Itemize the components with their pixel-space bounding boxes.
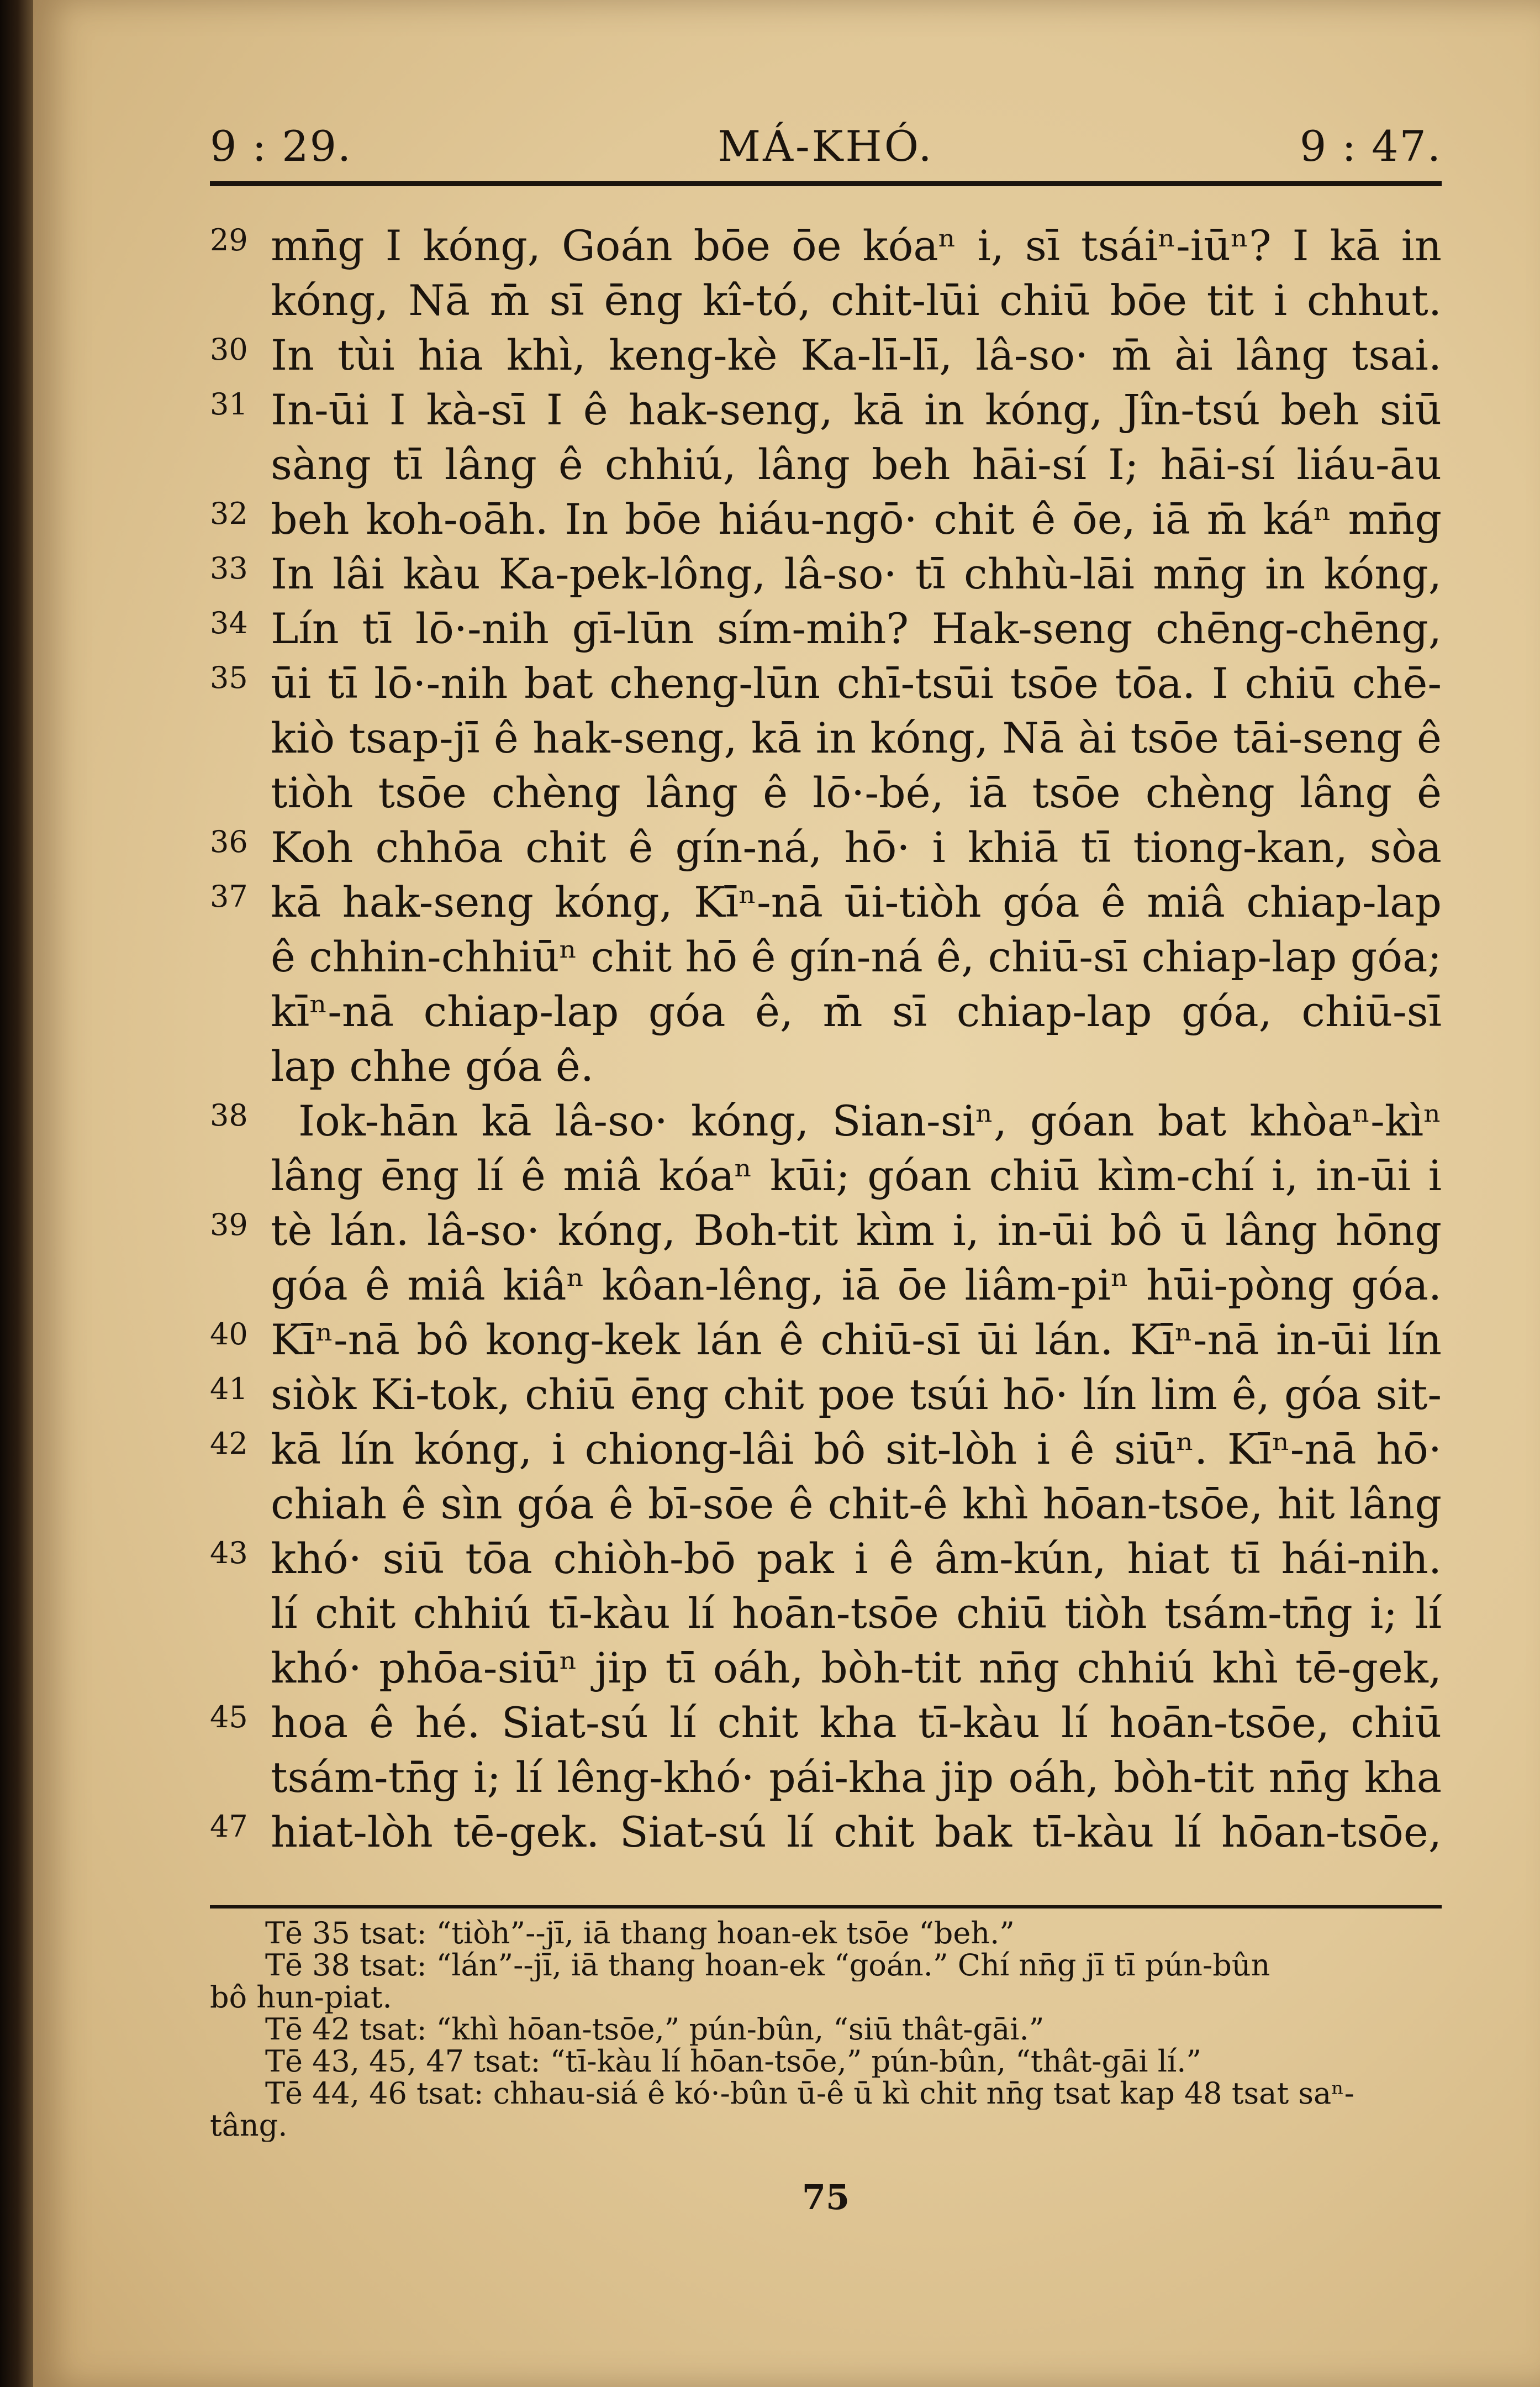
line-text: hoa ê hé. Siat-sú lí chit kha tī-kàu lí hoān-tsōe, chiū	[271, 1698, 1442, 1747]
text-line	[210, 711, 1442, 765]
text-line	[210, 1093, 1442, 1148]
text-line	[210, 1039, 1442, 1093]
verse-number: 32	[210, 496, 248, 531]
text-line	[210, 601, 1442, 656]
verse-number: 33	[210, 551, 248, 586]
text-line	[210, 656, 1442, 711]
verse-number: 47	[210, 1809, 248, 1844]
footnote: tâng.	[210, 2110, 288, 2142]
verse-number: 29	[210, 223, 248, 257]
text-line	[210, 1476, 1442, 1531]
line-text: tè lán. lâ-so· kóng, Boh-tit kìm i, in-ūi bô ū lâng hōng	[271, 1206, 1442, 1255]
line-text: sàng tī lâng ê chhiú, lâng beh hāi-sí I; hāi-sí liáu-āu	[271, 440, 1442, 489]
text-line	[210, 437, 1442, 492]
line-text: siòk Ki-tok, chiū ēng chit poe tsúi hō· lín lim ê, góa sit-	[271, 1370, 1442, 1419]
line-text: mn̄g I kóng, Goán bōe ōe kóaⁿ i, sī tsáiⁿ-iūⁿ? I kā in	[271, 221, 1442, 270]
text-line	[210, 820, 1442, 875]
line-text: beh koh-oāh. In bōe hiáu-ngō· chit ê ōe, iā m̄ káⁿ mn̄g	[271, 495, 1442, 544]
verse-number: 42	[210, 1426, 248, 1461]
line-text: lâng ēng lí ê miâ kóaⁿ kūi; góan chiū kìm-chí i, in-ūi i	[271, 1151, 1442, 1200]
verse-number: 43	[210, 1536, 248, 1570]
verse-number: 45	[210, 1700, 248, 1734]
text-line	[210, 875, 1442, 929]
footnote: Tē 44, 46 tsat: chhau-siá ê kó·-bûn ū-ê ū kì chit nn̄g tsat kap 48 tsat saⁿ-	[265, 2078, 1354, 2110]
line-text: Lín tī lō·-nih gī-lūn sím-mih? Hak-seng chēng-chēng,	[271, 604, 1442, 653]
verse-number: 36	[210, 824, 248, 859]
line-text: ūi tī lō·-nih bat cheng-lūn chī-tsūi tsōe tōa. I chiū chē-	[271, 659, 1442, 708]
text-line	[210, 1422, 1442, 1476]
verse-number: 30	[210, 332, 248, 367]
verse-number: 38	[210, 1098, 248, 1133]
text-line	[210, 765, 1442, 820]
footnote: Tē 38 tsat: “lán”--jī, iā thang hoan-ek “goán.” Chí nn̄g jī tī pún-bûn	[265, 1949, 1270, 1981]
line-text: Iok-hān kā lâ-so· kóng, Sian-siⁿ, góan bat khòaⁿ-kìⁿ	[298, 1096, 1442, 1145]
text-line	[210, 273, 1442, 328]
scripture-body	[210, 218, 1442, 1859]
header-rule	[210, 181, 1442, 186]
header-reference-end: 9 : 47.	[1299, 122, 1442, 171]
text-line	[210, 1750, 1442, 1805]
line-text: In lâi kàu Ka-pek-lông, lâ-so· tī chhù-lāi mn̄g in kóng,	[271, 549, 1442, 598]
line-text: ê chhin-chhiūⁿ chit hō ê gín-ná ê, chiū-sī chiap-lap góa;	[271, 932, 1442, 981]
line-text: lap chhe góa ê.	[271, 1042, 594, 1091]
line-text: kīⁿ-nā chiap-lap góa ê, m̄ sī chiap-lap góa, chiū-sī	[271, 987, 1442, 1036]
footnotes	[210, 1917, 1442, 2142]
running-header	[210, 122, 1442, 188]
text-line	[210, 1805, 1442, 1859]
line-text: In-ūi I kà-sī I ê hak-seng, kā in kóng, Jîn-tsú beh siū	[271, 385, 1442, 434]
verse-number: 40	[210, 1317, 248, 1352]
line-text: kóng, Nā m̄ sī ēng kî-tó, chit-lūi chiū bōe tit i chhut.	[271, 276, 1442, 325]
verse-number: 35	[210, 660, 248, 695]
line-text: hiat-lòh tē-gek. Siat-sú lí chit bak tī-kàu lí hōan-tsōe,	[271, 1807, 1442, 1857]
line-text: góa ê miâ kiâⁿ kôan-lêng, iā ōe liâm-piⁿ hūi-pòng góa.	[271, 1260, 1442, 1310]
text-line	[210, 328, 1442, 382]
verse-number: 41	[210, 1371, 248, 1406]
text-line	[210, 1258, 1442, 1312]
line-text: Koh chhōa chit ê gín-ná, hō· i khiā tī tiong-kan, sòa	[271, 823, 1442, 872]
text-line	[210, 1148, 1442, 1203]
text-line	[210, 546, 1442, 601]
line-text: tsám-tn̄g i; lí lêng-khó· pái-kha jip oáh, bòh-tit nn̄g kha	[271, 1753, 1442, 1802]
text-line	[210, 1531, 1442, 1586]
verse-number: 34	[210, 606, 248, 640]
verse-number: 37	[210, 879, 248, 914]
text-line	[210, 218, 1442, 273]
text-line	[210, 1695, 1442, 1750]
line-text: kiò tsap-jī ê hak-seng, kā in kóng, Nā ài tsōe tāi-seng ê	[271, 713, 1442, 763]
line-text: Kīⁿ-nā bô kong-kek lán ê chiū-sī ūi lán. Kīⁿ-nā in-ūi lín	[271, 1315, 1442, 1364]
text-line	[210, 1641, 1442, 1695]
text-line	[210, 1203, 1442, 1258]
line-text: kā hak-seng kóng, Kīⁿ-nā ūi-tiòh góa ê miâ chiap-lap	[271, 877, 1442, 927]
text-line	[210, 382, 1442, 437]
footnote: Tē 43, 45, 47 tsat: “tī-kàu lí hōan-tsōe,” pún-bûn, “thât-gāi lí.”	[265, 2046, 1202, 2078]
line-text: In tùi hia khì, keng-kè Ka-lī-lī, lâ-so· m̄ ài lâng tsai.	[271, 330, 1442, 380]
footnote-rule	[210, 1905, 1442, 1908]
line-text: kā lín kóng, i chiong-lâi bô sit-lòh i ê siūⁿ. Kīⁿ-nā hō·	[271, 1424, 1442, 1474]
footnote: bô hun-piat.	[210, 1981, 392, 2013]
line-text: khó· phōa-siūⁿ jip tī oáh, bòh-tit nn̄g chhiú khì tē-gek,	[271, 1643, 1442, 1692]
header-reference-start: 9 : 29.	[210, 122, 352, 171]
page-number: 75	[801, 2177, 850, 2217]
text-line	[210, 492, 1442, 546]
footnote: Tē 35 tsat: “tiòh”--jī, iā thang hoan-ek tsōe “beh.”	[265, 1917, 1015, 1949]
line-text: khó· siū tōa chiòh-bō pak i ê âm-kún, hiat tī hái-nih.	[271, 1534, 1442, 1583]
text-line	[210, 1367, 1442, 1422]
verse-number: 31	[210, 387, 248, 422]
line-text: chiah ê sìn góa ê bī-sōe ê chit-ê khì hōan-tsōe, hit lâng	[271, 1479, 1442, 1528]
text-line	[210, 1312, 1442, 1367]
text-line	[210, 929, 1442, 984]
header-book-title: MÁ-KHÓ.	[718, 122, 934, 171]
line-text: tiòh tsōe chèng lâng ê lō·-bé, iā tsōe chèng lâng ê	[271, 768, 1442, 817]
text-line	[210, 984, 1442, 1039]
footnote: Tē 42 tsat: “khì hōan-tsōe,” pún-bûn, “siū thât-gāi.”	[265, 2013, 1045, 2046]
text-line	[210, 1586, 1442, 1641]
verse-number: 39	[210, 1207, 248, 1242]
line-text: lí chit chhiú tī-kàu lí hoān-tsōe chiū tiòh tsám-tn̄g i; lí	[271, 1589, 1442, 1638]
